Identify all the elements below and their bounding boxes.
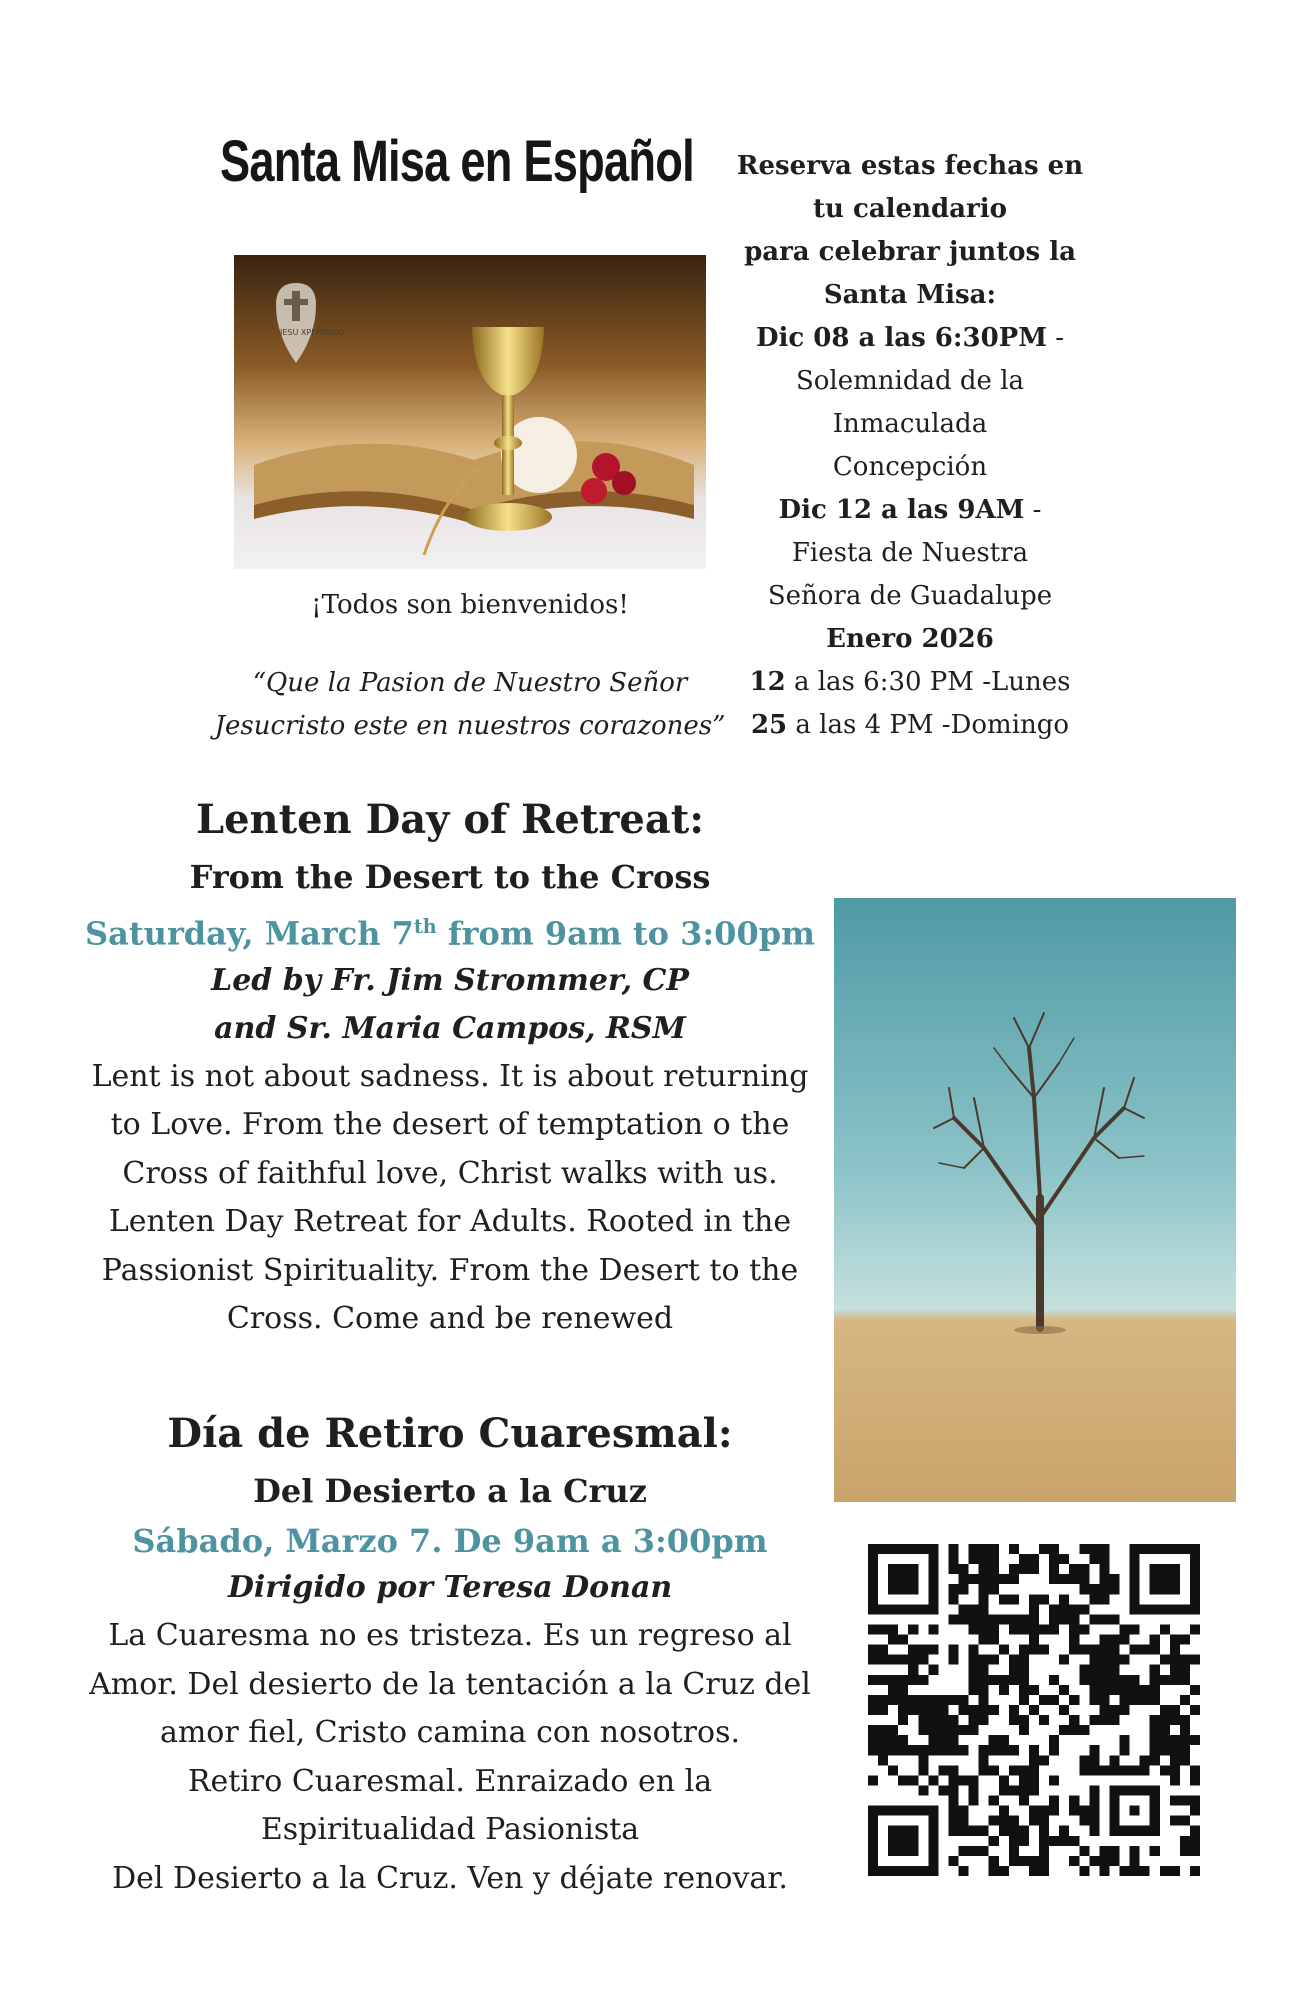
retreat-en-date-pre: Saturday, March 7 bbox=[85, 914, 414, 953]
date-1-label: Dic 08 a las 6:30PM bbox=[755, 323, 1047, 353]
retreat-es-body bbox=[60, 1612, 840, 1903]
passionist-badge-icon bbox=[276, 283, 345, 363]
retreat-es-body-line: amor fiel, Cristo camina con nosotros. bbox=[159, 1715, 741, 1750]
schedule-intro-4: Santa Misa: bbox=[823, 280, 997, 310]
jan-25-day: 25 bbox=[750, 710, 788, 740]
retreat-en-body-line: Lent is not about sadness. It is about returning bbox=[91, 1058, 809, 1094]
retreat-es-date: Sábado, Marzo 7. De 9am a 3:00pm bbox=[132, 1522, 768, 1560]
retreat-en-led-2: and Sr. Maria Campos, RSM bbox=[214, 1010, 686, 1046]
retreat-en-body-line: to Love. From the desert of temptation o the bbox=[110, 1107, 790, 1143]
retreat-en-subtitle: From the Desert to the Cross bbox=[189, 858, 711, 896]
page-title: Santa Misa en Español bbox=[220, 129, 694, 194]
retreat-es-title: Día de Retiro Cuaresmal: bbox=[167, 1410, 733, 1457]
retreat-en-date-sup: th bbox=[413, 915, 437, 938]
qr-code[interactable] bbox=[868, 1544, 1200, 1876]
schedule-intro-1: Reserva estas fechas en bbox=[736, 151, 1084, 181]
chalice-photo bbox=[234, 255, 706, 569]
jan-12-rest: a las 6:30 PM -Lunes bbox=[785, 667, 1071, 697]
jan-12-day: 12 bbox=[749, 667, 786, 697]
jan-25-rest: a las 4 PM -Domingo bbox=[787, 710, 1070, 740]
retreat-english bbox=[60, 790, 840, 1344]
retreat-en-body-line: Passionist Spirituality. From the Desert to the bbox=[101, 1252, 799, 1288]
quote-line-1: “Que la Pasion de Nuestro Señor bbox=[252, 668, 688, 698]
svg-text:JESU XPI PASSIO: JESU XPI PASSIO bbox=[280, 328, 345, 337]
quote-line-2: Jesucristo este en nuestros corazones” bbox=[214, 711, 726, 741]
schedule-intro-2: tu calendario bbox=[813, 194, 1007, 224]
retreat-en-title: Lenten Day of Retreat: bbox=[195, 796, 705, 843]
retreat-es-body-line: Espiritualidad Pasionista bbox=[260, 1812, 640, 1847]
retreat-en-body-line: Cross. Come and be renewed bbox=[226, 1301, 674, 1337]
date-1-desc-1: Solemnidad de la bbox=[795, 366, 1025, 396]
schedule-date-2 bbox=[720, 489, 1100, 532]
retreat-en-body-line: Cross of faithful love, Christ walks with us. bbox=[122, 1155, 778, 1191]
jan-25 bbox=[720, 704, 1100, 747]
date-1-desc-3: Concepción bbox=[832, 452, 988, 482]
retreat-es-body-line: La Cuaresma no es tristeza. Es un regreso al bbox=[108, 1618, 792, 1653]
date-2-desc-1: Fiesta de Nuestra bbox=[791, 538, 1029, 568]
schedule-intro-3: para celebrar juntos la bbox=[744, 237, 1076, 267]
date-2-label: Dic 12 a las 9AM bbox=[778, 495, 1025, 525]
retreat-en-body bbox=[60, 1053, 840, 1344]
retreat-en-date-post: from 9am to 3:00pm bbox=[436, 914, 815, 953]
retreat-en-date bbox=[60, 904, 840, 957]
retreat-spanish bbox=[60, 1404, 840, 1903]
retreat-es-body-line: Amor. Del desierto de la tentación a la Cruz del bbox=[89, 1666, 811, 1702]
date-2-dash: - bbox=[1024, 495, 1042, 525]
mass-schedule bbox=[720, 145, 1100, 747]
retreat-es-led: Dirigido por Teresa Donan bbox=[227, 1570, 673, 1605]
schedule-month: Enero 2026 bbox=[826, 624, 994, 654]
schedule-date-1 bbox=[720, 317, 1100, 360]
jan-12 bbox=[720, 661, 1100, 704]
desert-tree-photo bbox=[834, 898, 1236, 1502]
quote bbox=[200, 662, 740, 748]
retreat-en-body-line: Lenten Day Retreat for Adults. Rooted in the bbox=[108, 1204, 792, 1240]
retreat-es-body-line: Del Desierto a la Cruz. Ven y déjate renovar. bbox=[112, 1860, 788, 1896]
retreat-es-body-line: Retiro Cuaresmal. Enraizado en la bbox=[187, 1763, 713, 1799]
date-1-desc-2: Inmaculada bbox=[832, 409, 988, 439]
date-1-dash: - bbox=[1047, 323, 1065, 353]
date-2-desc-2: Señora de Guadalupe bbox=[767, 581, 1053, 611]
retreat-en-led-1: Led by Fr. Jim Strommer, CP bbox=[211, 962, 689, 998]
welcome-text: ¡Todos son bienvenidos! bbox=[311, 590, 629, 620]
retreat-es-subtitle: Del Desierto a la Cruz bbox=[253, 1472, 647, 1510]
